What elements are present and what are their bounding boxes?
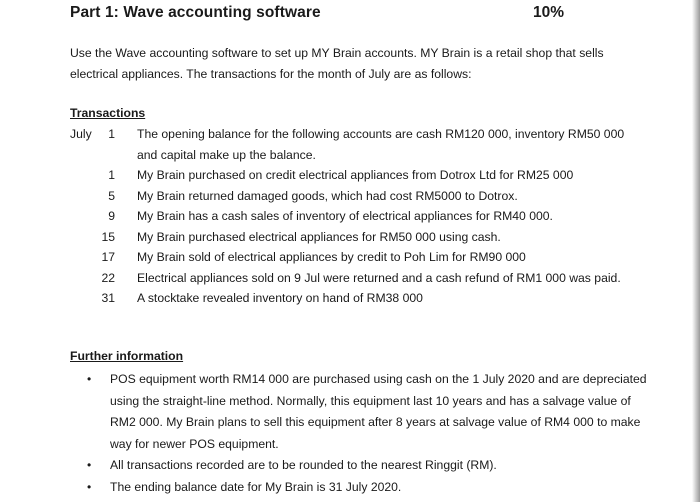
transaction-text: My Brain sold of electrical appliances by credit to Poh Lim for RM90 000: [137, 250, 526, 264]
transaction-row: [70, 247, 630, 268]
transaction-day: 5: [108, 188, 115, 203]
transaction-day: 15: [101, 229, 115, 244]
header: [70, 4, 564, 28]
list-item-text: All transactions recorded are to be rounded to the nearest Ringgit (RM).: [110, 458, 497, 472]
bullet-icon: •: [87, 479, 92, 494]
bullet-icon: •: [87, 372, 92, 386]
transaction-text: A stocktake revealed inventory on hand of RM38 000: [137, 291, 423, 305]
transaction-text: My Brain purchased electrical appliances for RM50 000 using cash.: [137, 229, 501, 244]
page-edge-shadow: [692, 0, 700, 502]
transaction-day: 1: [108, 168, 115, 182]
transaction-row: [70, 227, 630, 248]
list-item: [87, 369, 647, 455]
page-title: Part 1: Wave accounting software: [70, 4, 321, 21]
transaction-day: 31: [101, 291, 115, 305]
transaction-month: July: [70, 127, 92, 141]
weight-percentage: 10%: [532, 4, 564, 21]
list-item: [87, 477, 647, 499]
transaction-text: My Brain returned damaged goods, which had cost RM5000 to Dotrox.: [137, 188, 518, 203]
transaction-day: 9: [108, 209, 115, 223]
bullet-icon: •: [87, 458, 92, 472]
transaction-row: [70, 186, 630, 207]
transaction-row: [70, 206, 630, 227]
list-item: [87, 455, 647, 477]
transaction-day: 1: [108, 127, 115, 141]
further-information-heading: Further information: [70, 349, 184, 363]
transaction-day: 22: [101, 270, 115, 285]
transaction-text: My Brain purchased on credit electrical appliances from Dotrox Ltd for RM25 000: [137, 168, 574, 182]
transactions-heading: Transactions: [70, 106, 146, 120]
list-item-text: POS equipment worth RM14 000 are purchased using cash on the 1 July 2020 and are depreciated using the straight-line method. Normally, this equipment last 10 years and has a salvage value of RM2 000. My Brain plans to sell this equipment after 8 years at salvage value of RM4 000 to make way for newer POS equipment.: [110, 372, 647, 451]
further-information-list: [87, 369, 647, 498]
transaction-day: 17: [101, 250, 115, 264]
transaction-text: My Brain has a cash sales of inventory of electrical appliances for RM40 000.: [137, 209, 553, 223]
transaction-row: [70, 124, 630, 165]
transaction-row: [70, 165, 630, 186]
transaction-row: [70, 288, 630, 309]
transaction-row: [70, 268, 630, 289]
transaction-text: Electrical appliances sold on 9 Jul were returned and a cash refund of RM1 000 was paid.: [137, 270, 621, 285]
intro-paragraph: Use the Wave accounting software to set up MY Brain accounts. MY Brain is a retail shop that sells electrical appliances. The transactions for the month of July are as follows:: [70, 46, 604, 81]
transactions-list: [70, 124, 630, 309]
list-item-text: The ending balance date for My Brain is 31 July 2020.: [110, 479, 402, 494]
transaction-text: The opening balance for the following accounts are cash RM120 000, inventory RM50 000 and capital make up the balance.: [137, 127, 625, 162]
